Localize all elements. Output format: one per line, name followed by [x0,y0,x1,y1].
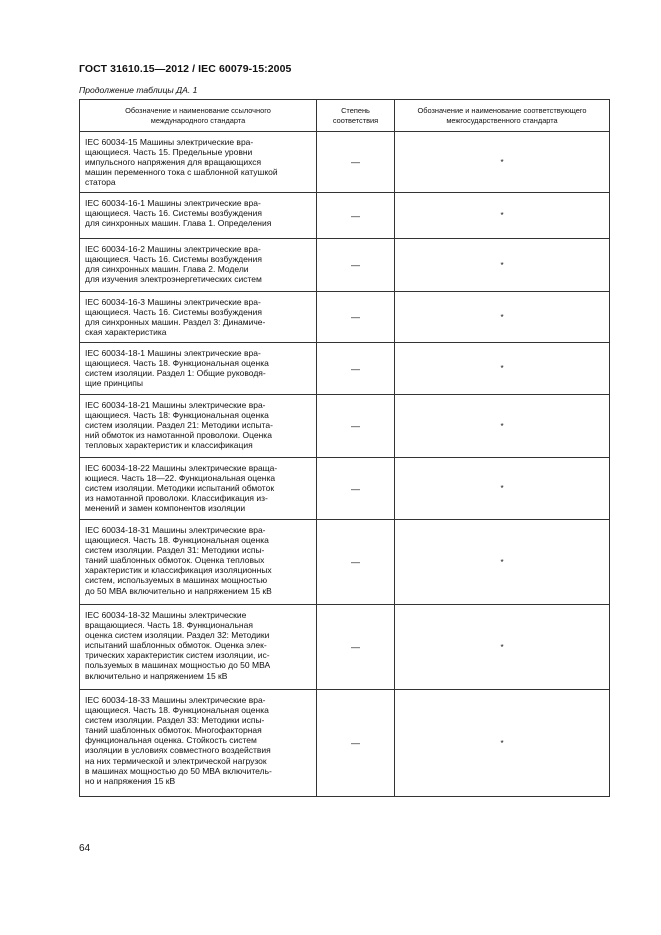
reference-standards-table [79,99,610,797]
cell-international-standard: IEC 60034-16-1 Машины электрические вра- щающиеся. Часть 16. Системы возбуждения для синхронных машин. Глава 1. Определения [80,193,317,239]
table-header-row [80,100,610,132]
cell-degree: — [317,690,395,797]
cell-national-standard: * [395,520,610,605]
page-number: 64 [79,843,91,854]
cell-degree: — [317,520,395,605]
cell-international-standard: IEC 60034-15 Машины электрические вра- щающиеся. Часть 15. Предельные уровни импульсного напряжения для вращающихся машин переменного тока с шаблонной катушкой статора [80,132,317,193]
cell-international-standard: IEC 60034-16-2 Машины электрические вра- щающиеся. Часть 16. Системы возбуждения для синхронных машин. Глава 2. Модели для изучения электроэнергетических систем [80,239,317,292]
cell-international-standard: IEC 60034-18-33 Машины электрические вра- щающиеся. Часть 18. Функциональная оценка систем изоляции. Раздел 33: Методики испы- таний шаблонных обмоток. Многофакторная функциональная оценка. Стойкость систем изоляции в условиях совместного воздействия на них термической и электрической нагрузок в машинах мощностью до 50 МВА включитель- но и напряжения 15 кВ [80,690,317,797]
table-row [80,605,610,690]
cell-national-standard: * [395,343,610,395]
cell-international-standard: IEC 60034-18-32 Машины электрические вращающиеся. Часть 18. Функциональная оценка систем изоляции. Раздел 32: Методики испытаний шаблонных обмоток. Оценка элек- трических характеристик систем изоляции, ис- пользуемых в машинах мощностью до 50 МВА включительно и напряжением 15 кВ [80,605,317,690]
table-row [80,132,610,193]
cell-international-standard: IEC 60034-18-1 Машины электрические вра- щающиеся. Часть 18. Функциональная оценка систем изоляции. Раздел 1: Общие руководя- щие принципы [80,343,317,395]
table-caption: Продолжение таблицы ДА. 1 [79,85,198,95]
cell-national-standard: * [395,690,610,797]
header-international-standard: Обозначение и наименование ссылочного международного стандарта [80,100,317,132]
document-header: ГОСТ 31610.15—2012 / IEC 60079-15:2005 [79,63,292,75]
cell-degree: — [317,193,395,239]
cell-degree: — [317,343,395,395]
table-row [80,239,610,292]
cell-national-standard: * [395,239,610,292]
table-row [80,395,610,458]
cell-national-standard: * [395,395,610,458]
cell-degree: — [317,239,395,292]
header-degree-of-conformity: Степень соответствия [317,100,395,132]
cell-national-standard: * [395,193,610,239]
cell-national-standard: * [395,605,610,690]
cell-national-standard: * [395,458,610,520]
cell-international-standard: IEC 60034-18-22 Машины электрические враща- ющиеся. Часть 18—22. Функциональная оценка систем изоляции. Методики испытаний обмоток из намотанной проволоки. Классификация из- менений и замен компонентов изоляции [80,458,317,520]
table-row [80,520,610,605]
table-row [80,343,610,395]
table-row [80,292,610,343]
cell-degree: — [317,132,395,193]
cell-degree: — [317,292,395,343]
cell-international-standard: IEC 60034-16-3 Машины электрические вра- щающиеся. Часть 16. Системы возбуждения для синхронных машин. Раздел 3: Динамиче- ская характеристика [80,292,317,343]
cell-degree: — [317,395,395,458]
table-row [80,690,610,797]
table-row [80,193,610,239]
cell-national-standard: * [395,132,610,193]
cell-international-standard: IEC 60034-18-31 Машины электрические вра- щающиеся. Часть 18. Функциональная оценка систем изоляции. Раздел 31: Методики испы- таний шаблонных обмоток. Оценка тепловых характеристик и классификация изоляционных систем, используемых в машинах мощностью до 50 МВА включительно и напряжением 15 кВ [80,520,317,605]
cell-national-standard: * [395,292,610,343]
cell-degree: — [317,605,395,690]
cell-degree: — [317,458,395,520]
header-national-standard: Обозначение и наименование соответствующего межгосударственного стандарта [395,100,610,132]
cell-international-standard: IEC 60034-18-21 Машины электрические вра- щающиеся. Часть 18: Функциональная оценка систем изоляции. Раздел 21: Методики испыта- ний обмоток из намотанной проволоки. Оценка тепловых характеристик и классификация [80,395,317,458]
table-row [80,458,610,520]
